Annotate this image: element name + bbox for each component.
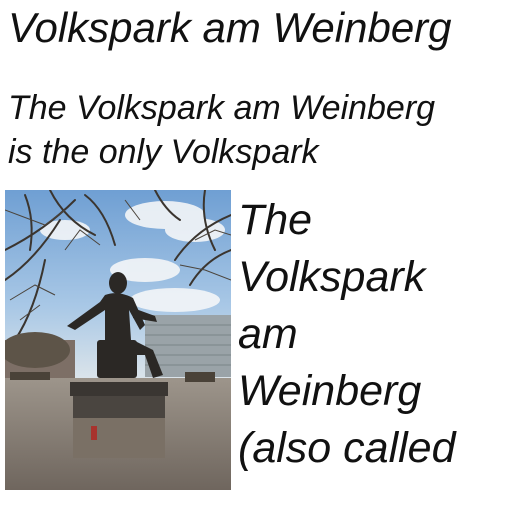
bench bbox=[10, 372, 50, 380]
statue-photo bbox=[5, 190, 231, 490]
side-paragraph bbox=[238, 192, 508, 477]
intro-line: is the only Volkspark bbox=[8, 133, 319, 171]
graffiti-mark bbox=[91, 426, 97, 440]
side-line: (also called bbox=[238, 424, 456, 472]
side-line: The bbox=[238, 196, 313, 244]
bench bbox=[185, 372, 215, 382]
pedestal-base bbox=[73, 418, 165, 458]
side-line: Volkspark bbox=[238, 253, 426, 301]
intro-paragraph bbox=[8, 86, 512, 174]
pedestal-top bbox=[70, 382, 168, 396]
page-title: Volkspark am Weinberg bbox=[8, 4, 452, 51]
intro-line: The Volkspark am Weinberg bbox=[8, 89, 436, 127]
side-line: Weinberg bbox=[238, 367, 422, 415]
side-line: am bbox=[238, 310, 298, 358]
